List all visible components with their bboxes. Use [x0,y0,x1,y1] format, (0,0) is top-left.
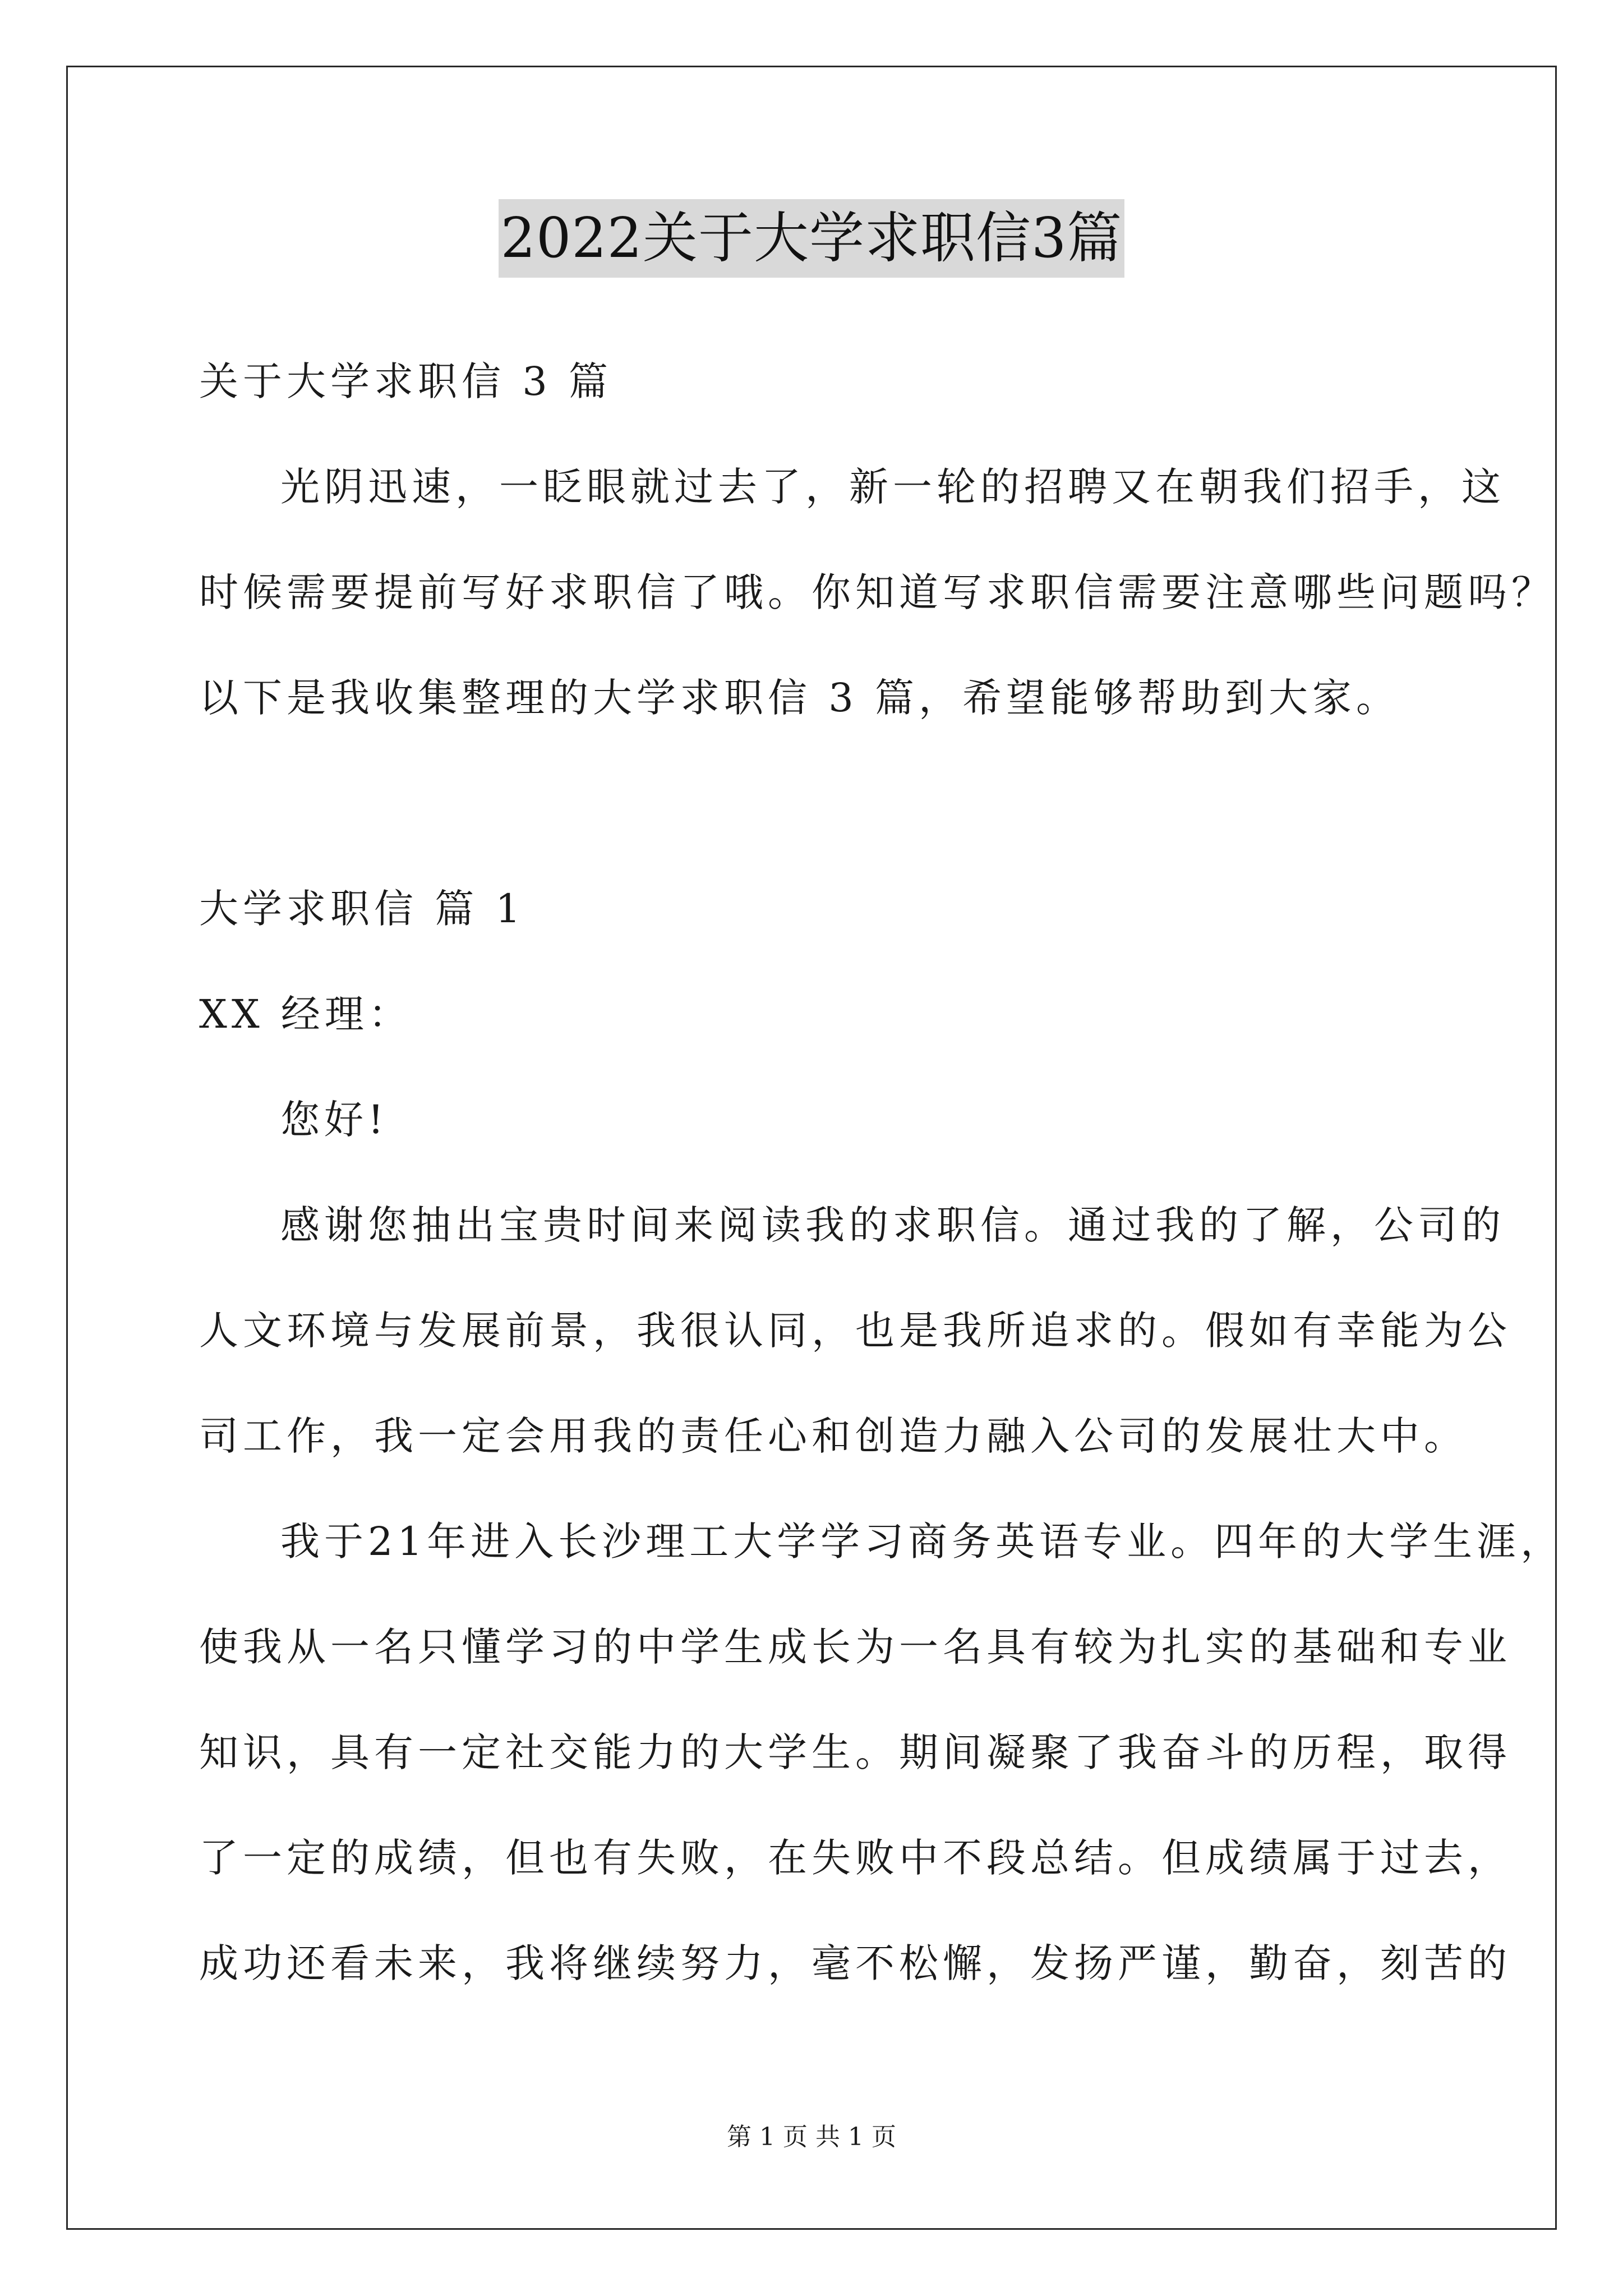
para2-line-3: 知识，具有一定社交能力的大学生。期间凝聚了我奋斗的历程，取得 [199,1729,1511,1775]
para2-line-4: 了一定的成绩，但也有失败，在失败中不段总结。但成绩属于过去， [199,1835,1511,1881]
para1-line-2: 人文环境与发展前景，我很认同，也是我所追求的。假如有幸能为公 [199,1308,1511,1354]
intro-line-2: 时候需要提前写好求职信了哦。你知道写求职信需要注意哪些问题吗？ [199,569,1555,615]
para1-line-3: 司工作，我一定会用我的责任心和创造力融入公司的发展壮大中。 [199,1413,1468,1459]
para2-line-2: 使我从一名只懂学习的中学生成长为一名具有较为扎实的基础和专业 [199,1624,1511,1670]
section-heading: 大学求职信 篇 1 [199,886,525,932]
para2-line-5: 成功还看未来，我将继续努力，毫不松懈，发扬严谨，勤奋，刻苦的 [199,1940,1511,1986]
para2-line-1: 我于21年进入长沙理工大学学习商务英语专业。四年的大学生涯， [280,1519,1565,1565]
intro-line-1: 光阴迅速，一眨眼就过去了，新一轮的招聘又在朝我们招手，这 [280,464,1505,510]
document-title: 2022关于大学求职信3篇 [499,199,1125,278]
salutation: XX 经理： [199,991,412,1037]
para1-line-1: 感谢您抽出宝贵时间来阅读我的求职信。通过我的了解，公司的 [280,1202,1505,1248]
page-footer: 第 1 页 共 1 页 [727,2123,896,2151]
greeting: 您好! [280,1097,389,1143]
subtitle: 关于大学求职信 3 篇 [199,358,613,404]
intro-line-3: 以下是我收集整理的大学求职信 3 篇，希望能够帮助到大家。 [199,675,1400,721]
title-container [0,199,1623,278]
